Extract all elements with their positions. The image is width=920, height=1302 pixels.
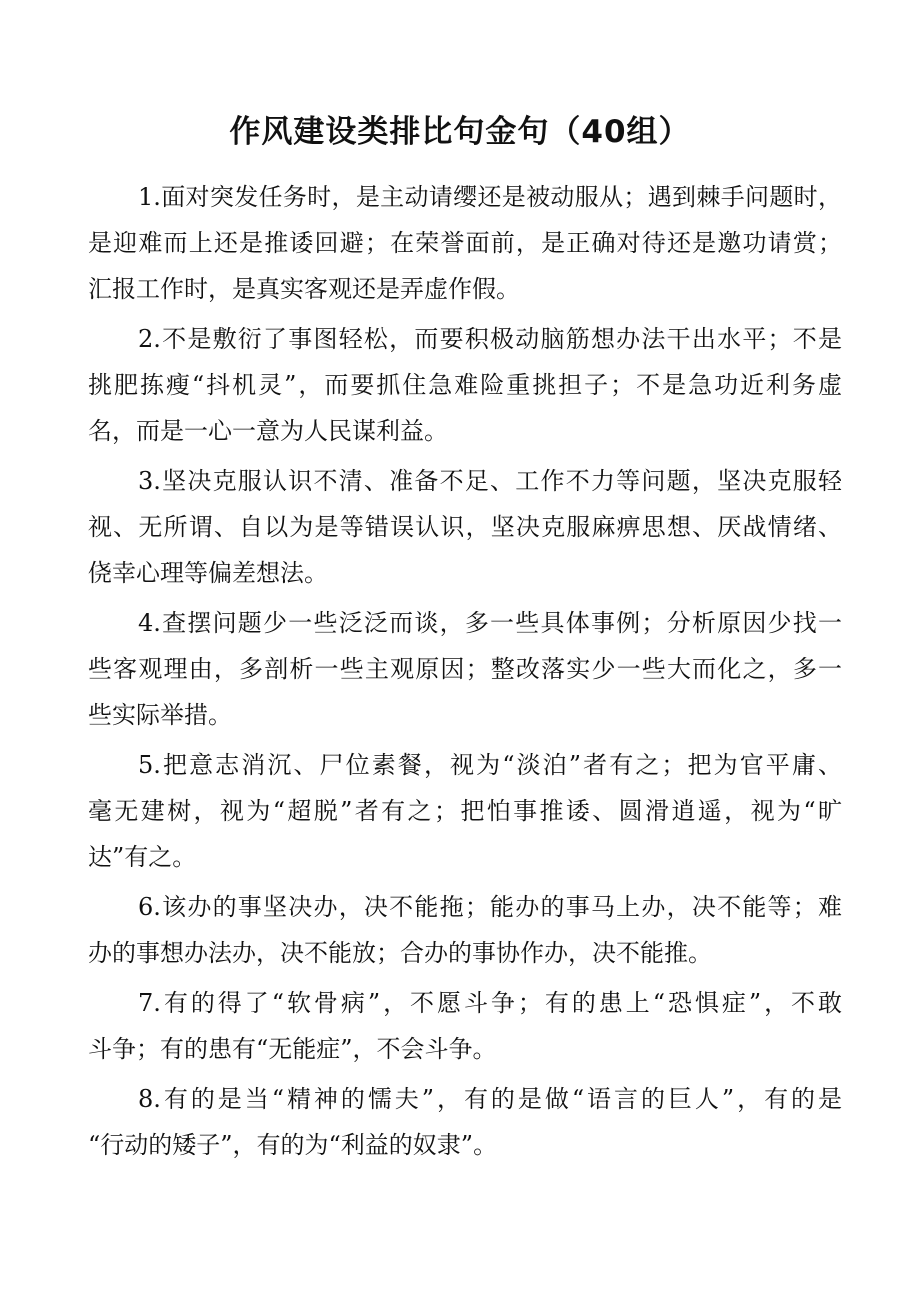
paragraph-line: 些实际举措。: [88, 701, 232, 729]
paragraph-1: [88, 174, 842, 312]
paragraph-line: 5.把意志消沉、尸位素餐，视为“淡泊”者有之；把为官平庸、: [138, 751, 842, 779]
paragraph-3: [88, 458, 842, 596]
paragraph-line: “行动的矮子”，有的为“利益的奴隶”。: [88, 1131, 498, 1159]
paragraph-2: [88, 316, 842, 454]
paragraph-line: 8.有的是当“精神的懦夫”，有的是做“语言的巨人”，有的是: [138, 1085, 842, 1113]
paragraph-line: 办的事想办法办，决不能放；合办的事协作办，决不能推。: [88, 939, 712, 967]
document-title: 作风建设类排比句金句（40组）: [229, 114, 691, 150]
paragraph-line: 毫无建树，视为“超脱”者有之；把怕事推诿、圆滑逍遥，视为“旷: [88, 797, 842, 825]
paragraph-line: 侥幸心理等偏差想法。: [88, 559, 328, 587]
paragraph-line: 斗争；有的患有“无能症”，不会斗争。: [88, 1035, 497, 1063]
paragraph-line: 些客观理由，多剖析一些主观原因；整改落实少一些大而化之，多一: [88, 655, 842, 683]
paragraph-line: 是迎难而上还是推诿回避；在荣誉面前，是正确对待还是邀功请赏；: [88, 229, 842, 257]
paragraph-line: 6.该办的事坚决办，决不能拖；能办的事马上办，决不能等；难: [138, 893, 842, 921]
paragraph-line: 名，而是一心一意为人民谋利益。: [88, 417, 448, 445]
paragraph-5: [88, 742, 842, 880]
paragraph-line: 4.查摆问题少一些泛泛而谈，多一些具体事例；分析原因少找一: [138, 609, 842, 637]
paragraph-line: 7.有的得了“软骨病”，不愿斗争；有的患上“恐惧症”，不敢: [138, 989, 842, 1017]
paragraph-line: 3.坚决克服认识不清、准备不足、工作不力等问题，坚决克服轻: [138, 467, 842, 495]
paragraph-line: 挑肥拣瘦“抖机灵”，而要抓住急难险重挑担子；不是急功近利务虚: [88, 371, 842, 399]
paragraph-line: 1.面对突发任务时，是主动请缨还是被动服从；遇到棘手问题时，: [138, 183, 842, 211]
paragraph-6: [88, 884, 842, 976]
paragraph-4: [88, 600, 842, 738]
paragraph-line: 汇报工作时，是真实客观还是弄虚作假。: [88, 275, 520, 303]
paragraph-line: 2.不是敷衍了事图轻松，而要积极动脑筋想办法干出水平；不是: [138, 325, 842, 353]
paragraph-line: 达”有之。: [88, 843, 197, 871]
paragraph-7: [88, 980, 842, 1072]
document-body: [88, 174, 842, 1172]
paragraph-8: [88, 1076, 842, 1168]
paragraph-line: 视、无所谓、自以为是等错误认识，坚决克服麻痹思想、厌战情绪、: [88, 513, 842, 541]
